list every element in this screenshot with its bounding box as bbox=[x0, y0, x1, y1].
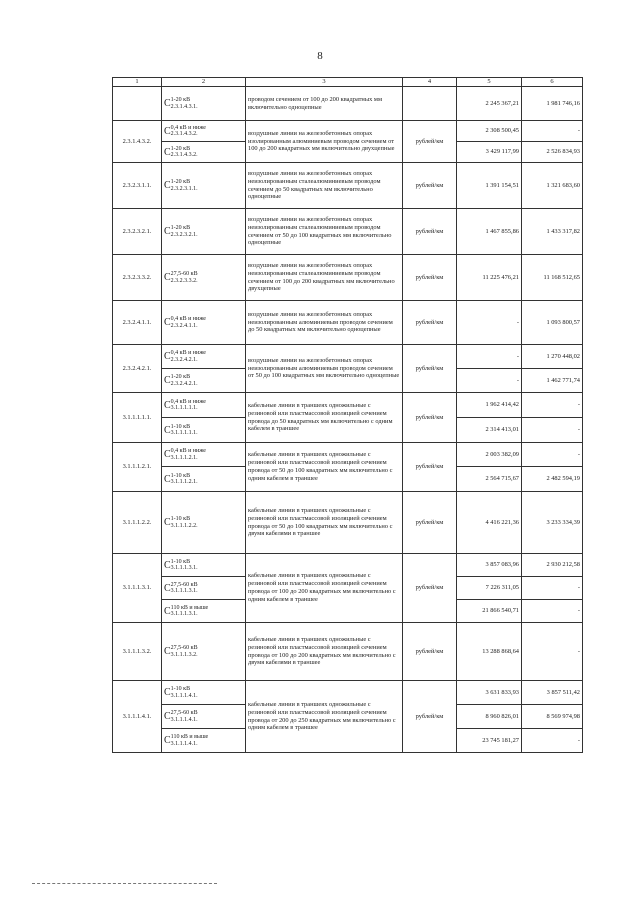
voltage-class: 1-10 кВ bbox=[170, 686, 191, 693]
row-code bbox=[113, 87, 162, 121]
table-row bbox=[113, 681, 583, 705]
tariff-symbol bbox=[162, 492, 246, 554]
column-header: 1 bbox=[113, 78, 162, 87]
value-col5: - bbox=[457, 345, 522, 369]
table-row bbox=[113, 87, 583, 121]
row-unit: рублей/км bbox=[403, 163, 457, 209]
row-code: 3.1.1.1.3.1. bbox=[113, 554, 162, 623]
tariff-symbol bbox=[162, 418, 246, 443]
c-symbol: C bbox=[164, 735, 171, 747]
voltage-class: 110 кВ и выше bbox=[170, 734, 209, 741]
value-col5: - bbox=[457, 369, 522, 393]
symbol-subscript bbox=[171, 645, 198, 658]
row-description: воздушные линии на железобетонных опорах неизолированным алюминиевым проводом сечением от 50 до 100 квадратных мм включительно одноцепные bbox=[246, 345, 403, 393]
voltage-class: 0,4 кВ и ниже bbox=[170, 316, 206, 323]
voltage-class: 1-20 кВ bbox=[170, 179, 191, 186]
voltage-class: 0,4 кВ и ниже bbox=[170, 350, 206, 357]
table-row bbox=[113, 443, 583, 467]
row-unit: рублей/км bbox=[403, 443, 457, 492]
row-unit: рублей/км bbox=[403, 301, 457, 345]
row-unit: рублей/км bbox=[403, 393, 457, 443]
c-symbol: C bbox=[164, 646, 171, 658]
value-col6: 1 981 746,16 bbox=[522, 87, 583, 121]
symbol-index: 2.3.1.4.3.2. bbox=[170, 131, 198, 138]
value-col5: 2 003 382,09 bbox=[457, 443, 522, 467]
row-description: кабельные линии в траншеях одножильные с резиновой или пластмассовой изоляцией сечением провода от 200 до 250 квадратных мм включительно с одним кабелем в траншее bbox=[246, 681, 403, 753]
symbol-index: 2.3.2.3.3.2. bbox=[170, 277, 198, 284]
tariff-symbol bbox=[162, 623, 246, 681]
value-col5: 1 962 414,42 bbox=[457, 393, 522, 418]
tariff-symbol bbox=[162, 705, 246, 729]
value-col6: 11 168 512,65 bbox=[522, 255, 583, 301]
value-col6: 1 093 800,57 bbox=[522, 301, 583, 345]
value-col6: - bbox=[522, 393, 583, 418]
value-col5: 1 467 855,86 bbox=[457, 209, 522, 255]
value-col6: 2 930 212,58 bbox=[522, 554, 583, 577]
table-row bbox=[113, 255, 583, 301]
row-code: 3.1.1.1.3.2. bbox=[113, 623, 162, 681]
value-col5: 11 225 476,21 bbox=[457, 255, 522, 301]
row-description: воздушные линии на железобетонных опорах неизолированным сталеалюминиевым проводом сечением от 50 до 100 квадратных мм включительно одноцепные bbox=[246, 209, 403, 255]
symbol-subscript bbox=[171, 424, 198, 437]
value-col6: - bbox=[522, 729, 583, 753]
value-col5: 2 564 715,67 bbox=[457, 467, 522, 492]
c-symbol: C bbox=[164, 375, 171, 387]
symbol-index: 3.1.1.1.4.1. bbox=[170, 692, 198, 699]
value-col5: 7 226 311,05 bbox=[457, 577, 522, 600]
symbol-subscript bbox=[171, 316, 206, 329]
value-col6: 1 462 771,74 bbox=[522, 369, 583, 393]
value-col6: 3 857 511,42 bbox=[522, 681, 583, 705]
voltage-class: 1-10 кВ bbox=[170, 516, 191, 523]
symbol-subscript bbox=[171, 146, 198, 159]
symbol-subscript bbox=[171, 710, 198, 723]
symbol-subscript bbox=[171, 399, 206, 412]
voltage-class: 0,4 кВ и ниже bbox=[170, 448, 206, 455]
row-code: 3.1.1.1.2.2. bbox=[113, 492, 162, 554]
symbol-index: 2.3.2.3.2.1. bbox=[170, 231, 198, 238]
tariff-symbol bbox=[162, 577, 246, 600]
row-code: 3.1.1.1.4.1. bbox=[113, 681, 162, 753]
c-symbol: C bbox=[164, 473, 171, 485]
tariff-symbol bbox=[162, 681, 246, 705]
symbol-index: 3.1.1.1.2.1. bbox=[170, 479, 198, 486]
table-row bbox=[113, 301, 583, 345]
table-row bbox=[113, 623, 583, 681]
row-code: 3.1.1.1.2.1. bbox=[113, 443, 162, 492]
symbol-subscript bbox=[171, 473, 198, 486]
value-col5: 3 857 083,96 bbox=[457, 554, 522, 577]
tariff-symbol bbox=[162, 209, 246, 255]
row-unit: рублей/км bbox=[403, 681, 457, 753]
symbol-subscript bbox=[171, 97, 198, 110]
value-col5: 3 631 833,93 bbox=[457, 681, 522, 705]
column-header: 2 bbox=[162, 78, 246, 87]
c-symbol: C bbox=[164, 711, 171, 723]
value-col6: - bbox=[522, 623, 583, 681]
symbol-index: 3.1.1.1.3.1. bbox=[170, 565, 198, 572]
row-unit: рублей/км bbox=[403, 209, 457, 255]
row-unit: рублей/км bbox=[403, 121, 457, 163]
symbol-index: 3.1.1.1.1.1. bbox=[170, 430, 198, 437]
c-symbol: C bbox=[164, 272, 171, 284]
tariff-symbol bbox=[162, 600, 246, 623]
voltage-class: 27,5-60 кВ bbox=[170, 581, 198, 588]
column-header: 6 bbox=[522, 78, 583, 87]
symbol-index: 2.3.1.4.3.2. bbox=[170, 152, 198, 159]
row-unit bbox=[403, 87, 457, 121]
tariff-symbol bbox=[162, 255, 246, 301]
symbol-index: 3.1.1.1.3.1. bbox=[170, 611, 198, 618]
tariff-symbol bbox=[162, 467, 246, 492]
c-symbol: C bbox=[164, 98, 171, 110]
tariff-symbol bbox=[162, 554, 246, 577]
c-symbol: C bbox=[164, 449, 171, 461]
value-col5: 23 745 181,27 bbox=[457, 729, 522, 753]
row-description: воздушные линии на железобетонных опорах неизолированным сталеалюминиевым проводом сечением от 100 до 200 квадратных мм включительно двухцепные bbox=[246, 255, 403, 301]
voltage-class: 1-20 кВ bbox=[170, 225, 191, 232]
tariff-symbol bbox=[162, 345, 246, 369]
value-col5: - bbox=[457, 301, 522, 345]
c-symbol: C bbox=[164, 146, 171, 158]
value-col5: 3 429 117,99 bbox=[457, 142, 522, 163]
tariff-symbol bbox=[162, 443, 246, 467]
row-unit: рублей/км bbox=[403, 345, 457, 393]
table-row bbox=[113, 345, 583, 369]
tariff-symbol bbox=[162, 163, 246, 209]
row-unit: рублей/км bbox=[403, 623, 457, 681]
value-col6: - bbox=[522, 600, 583, 623]
value-col5: 4 416 221,36 bbox=[457, 492, 522, 554]
table-row bbox=[113, 492, 583, 554]
table-row bbox=[113, 209, 583, 255]
tariff-symbol bbox=[162, 301, 246, 345]
value-col5: 21 866 540,71 bbox=[457, 600, 522, 623]
table-row bbox=[113, 121, 583, 142]
symbol-subscript bbox=[171, 448, 206, 461]
row-description: кабельные линии в траншеях одножильные с резиновой или пластмассовой изоляцией сечением провода от 50 до 100 квадратных мм включительно с двумя кабелями в траншее bbox=[246, 492, 403, 554]
voltage-class: 0,4 кВ и ниже bbox=[170, 124, 206, 131]
row-description: воздушные линии на железобетонных опорах неизолированным алюминиевым проводом сечением до 50 квадратных мм включительно одноцепные bbox=[246, 301, 403, 345]
row-description: воздушные линии на железобетонных опорах неизолированным сталеалюминиевым проводом сечением до 50 квадратных мм включительно одноцепные bbox=[246, 163, 403, 209]
voltage-class: 1-20 кВ bbox=[170, 374, 191, 381]
voltage-class: 1-10 кВ bbox=[170, 558, 191, 565]
row-unit: рублей/км bbox=[403, 255, 457, 301]
c-symbol: C bbox=[164, 125, 171, 137]
voltage-class: 1-20 кВ bbox=[170, 145, 191, 152]
voltage-class: 1-20 кВ bbox=[170, 97, 191, 104]
row-code: 2.3.2.4.2.1. bbox=[113, 345, 162, 393]
table-row bbox=[113, 554, 583, 577]
value-col6: 2 482 594,19 bbox=[522, 467, 583, 492]
symbol-subscript bbox=[171, 350, 206, 363]
value-col6: - bbox=[522, 121, 583, 142]
tariff-table bbox=[112, 77, 583, 753]
value-col6: - bbox=[522, 443, 583, 467]
row-code: 2.3.2.3.2.1. bbox=[113, 209, 162, 255]
value-col6: - bbox=[522, 418, 583, 443]
table-row bbox=[113, 393, 583, 418]
voltage-class: 27,5-60 кВ bbox=[170, 271, 198, 278]
c-symbol: C bbox=[164, 559, 171, 571]
symbol-index: 2.3.2.4.1.1. bbox=[170, 322, 198, 329]
symbol-index: 2.3.1.4.3.1. bbox=[170, 103, 198, 110]
symbol-subscript bbox=[171, 271, 198, 284]
symbol-subscript bbox=[171, 582, 198, 595]
symbol-subscript bbox=[171, 225, 198, 238]
row-description: воздушные линии на железобетонных опорах изолированным алюминиевым проводом сечением от 100 до 200 квадратных мм включительно двухцепные bbox=[246, 121, 403, 163]
value-col6: 1 321 683,60 bbox=[522, 163, 583, 209]
c-symbol: C bbox=[164, 317, 171, 329]
c-symbol: C bbox=[164, 351, 171, 363]
value-col5: 13 288 868,64 bbox=[457, 623, 522, 681]
c-symbol: C bbox=[164, 226, 171, 238]
c-symbol: C bbox=[164, 687, 171, 699]
row-unit: рублей/км bbox=[403, 492, 457, 554]
symbol-index: 3.1.1.1.4.1. bbox=[170, 716, 198, 723]
voltage-class: 0,4 кВ и ниже bbox=[170, 398, 206, 405]
row-code: 2.3.1.4.3.2. bbox=[113, 121, 162, 163]
symbol-index: 3.1.1.1.1.1. bbox=[170, 405, 198, 412]
voltage-class: 27,5-60 кВ bbox=[170, 710, 198, 717]
symbol-index: 2.3.2.4.2.1. bbox=[170, 380, 198, 387]
c-symbol: C bbox=[164, 605, 171, 617]
row-code: 3.1.1.1.1.1. bbox=[113, 393, 162, 443]
tariff-symbol bbox=[162, 729, 246, 753]
voltage-class: 27,5-60 кВ bbox=[170, 645, 198, 652]
value-col5: 2 314 413,01 bbox=[457, 418, 522, 443]
value-col5: 1 391 154,51 bbox=[457, 163, 522, 209]
column-header: 3 bbox=[246, 78, 403, 87]
voltage-class: 1-10 кВ bbox=[170, 423, 191, 430]
row-description: кабельные линии в траншеях одножильные с резиновой или пластмассовой изоляцией сечением провода от 100 до 200 квадратных мм включительно с двумя кабелями в траншее bbox=[246, 623, 403, 681]
symbol-index: 2.3.2.3.1.1. bbox=[170, 185, 198, 192]
symbol-index: 3.1.1.1.2.1. bbox=[170, 454, 198, 461]
row-description: проводом сечением от 100 до 200 квадратных мм включительно одноцепные bbox=[246, 87, 403, 121]
tariff-symbol bbox=[162, 369, 246, 393]
value-col6: 2 526 834,93 bbox=[522, 142, 583, 163]
symbol-subscript bbox=[171, 734, 209, 747]
symbol-subscript bbox=[171, 179, 198, 192]
header-row bbox=[113, 78, 583, 87]
symbol-index: 2.3.2.4.2.1. bbox=[170, 356, 198, 363]
row-description: кабельные линии в траншеях одножильные с резиновой или пластмассовой изоляцией сечением провода от 50 до 100 квадратных мм включительно с одним кабелем в траншее bbox=[246, 443, 403, 492]
value-col5: 2 308 500,45 bbox=[457, 121, 522, 142]
symbol-index: 3.1.1.1.2.2. bbox=[170, 522, 198, 529]
row-unit: рублей/км bbox=[403, 554, 457, 623]
row-code: 2.3.2.3.3.2. bbox=[113, 255, 162, 301]
row-description: кабельные линии в траншеях одножильные с резиновой или пластмассовой изоляцией сечением провода от 100 до 200 квадратных мм включительно с одним кабелем в траншее bbox=[246, 554, 403, 623]
page-number: 8 bbox=[317, 50, 323, 62]
symbol-subscript bbox=[171, 686, 198, 699]
symbol-index: 3.1.1.1.3.1. bbox=[170, 588, 198, 595]
row-description: кабельные линии в траншеях одножильные с резиновой или пластмассовой изоляцией сечением провода до 50 квадратных мм включительно с одним кабелем в траншее bbox=[246, 393, 403, 443]
value-col6: 1 270 448,02 bbox=[522, 345, 583, 369]
value-col6: 1 433 317,82 bbox=[522, 209, 583, 255]
tariff-symbol bbox=[162, 121, 246, 142]
tariff-symbol bbox=[162, 393, 246, 418]
value-col5: 2 245 367,21 bbox=[457, 87, 522, 121]
voltage-class: 1-10 кВ bbox=[170, 472, 191, 479]
c-symbol: C bbox=[164, 399, 171, 411]
c-symbol: C bbox=[164, 424, 171, 436]
column-header: 5 bbox=[457, 78, 522, 87]
row-code: 2.3.2.4.1.1. bbox=[113, 301, 162, 345]
voltage-class: 110 кВ и выше bbox=[170, 604, 209, 611]
column-header: 4 bbox=[403, 78, 457, 87]
row-code: 2.3.2.3.1.1. bbox=[113, 163, 162, 209]
symbol-index: 3.1.1.1.3.2. bbox=[170, 651, 198, 658]
tariff-symbol bbox=[162, 87, 246, 121]
footer-divider bbox=[32, 883, 217, 884]
symbol-subscript bbox=[171, 125, 206, 138]
symbol-subscript bbox=[171, 605, 209, 618]
value-col5: 8 960 826,01 bbox=[457, 705, 522, 729]
symbol-index: 3.1.1.1.4.1. bbox=[170, 740, 198, 747]
value-col6: 8 569 974,98 bbox=[522, 705, 583, 729]
symbol-subscript bbox=[171, 516, 198, 529]
c-symbol: C bbox=[164, 517, 171, 529]
table-row bbox=[113, 163, 583, 209]
c-symbol: C bbox=[164, 180, 171, 192]
tariff-symbol bbox=[162, 142, 246, 163]
value-col6: 3 233 334,39 bbox=[522, 492, 583, 554]
symbol-subscript bbox=[171, 559, 198, 572]
value-col6: - bbox=[522, 577, 583, 600]
c-symbol: C bbox=[164, 582, 171, 594]
symbol-subscript bbox=[171, 374, 198, 387]
